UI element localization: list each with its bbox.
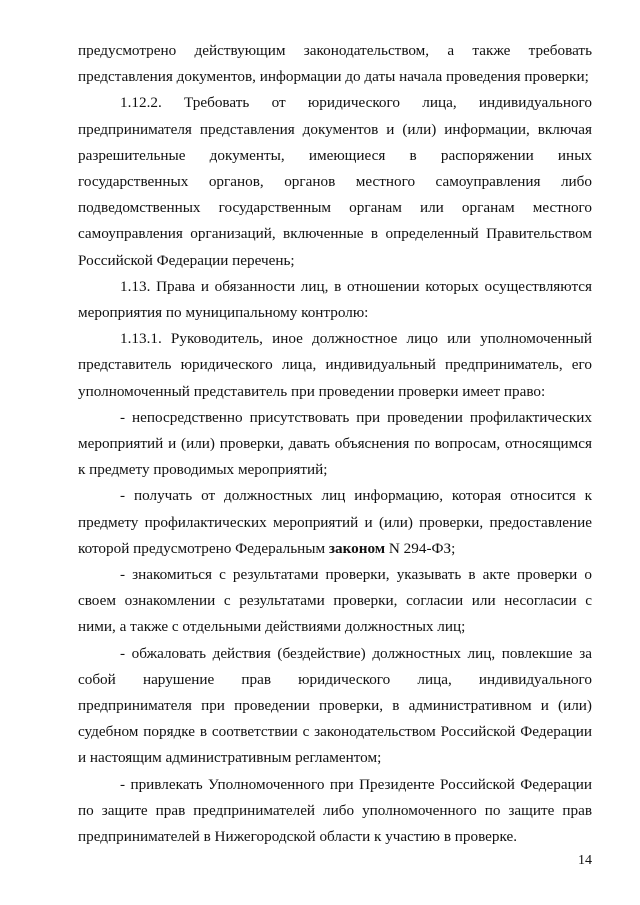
list-item-receive-information (78, 483, 592, 562)
law-reference-bold: законом (328, 539, 386, 557)
paragraph-continuation: предусмотрено действующим законодательством, а также требовать представления документов, информации до даты начала проведения проверки; (78, 42, 592, 86)
paragraph-1-13: 1.13. Права и обязанности лиц, в отношении которых осуществляются мероприятия по муниципальному контролю: (78, 277, 592, 322)
paragraph-1-12-2: 1.12.2. Требовать от юридического лица, индивидуального предпринимателя представления документов и (или) информации, включая разрешительные документы, имеющиеся в распоряжении иных государственных органов, органов местного самоуправления либо подведомственных государственным органам или органам местного самоуправления организаций, включенные в определенный Правительством Российской Федерации перечень; (78, 94, 592, 269)
list-item-appeal: - обжаловать действия (бездействие) должностных лиц, повлекшие за собой нарушение прав юридического лица, индивидуального предпринимателя при проведении проверки, в административном и (или) судебном порядке в соответствии с законодательством Российской Федерации и настоящим административным регламентом; (78, 644, 592, 767)
list-item-receive-information-end: N 294-ФЗ; (385, 539, 456, 557)
page-number: 14 (578, 853, 592, 868)
list-item-receive-information-text: - получать от должностных лиц информацию, которая относится к предмету профилактических мероприятий и (или) проверки, предоставление которой предусмотрено Федеральным (78, 487, 592, 557)
paragraph-1-13-1: 1.13.1. Руководитель, иное должностное лицо или уполномоченный представитель юридического лица, индивидуальный предприниматель, его уполномоченный представитель при проведении проверки имеет право: (78, 330, 592, 400)
list-item-review-results: - знакомиться с результатами проверки, указывать в акте проверки о своем ознакомлении с результатами проверки, согласии или несогласии с ними, а также с отдельными действиями должностных лиц; (78, 566, 592, 636)
list-item-attend: - непосредственно присутствовать при проведении профилактических мероприятий и (или) проверки, давать объяснения по вопросам, относящимся к предмету проводимых мероприятий; (78, 408, 592, 479)
list-item-involve-ombudsman: - привлекать Уполномоченного при Президенте Российской Федерации по защите прав предпринимателей либо уполномоченного по защите прав предпринимателей в Нижегородской области к участию в проверке. (78, 775, 592, 846)
